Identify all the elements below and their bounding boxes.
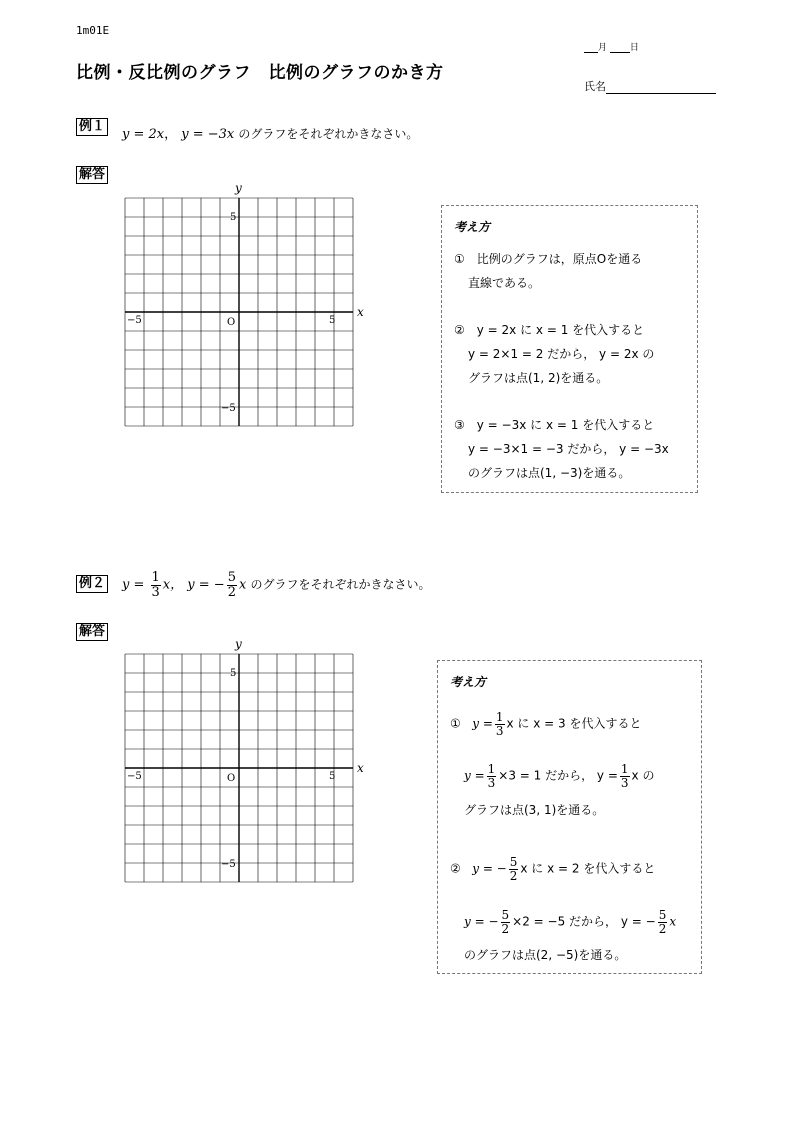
hint-step3-line1: ③ y = −3x に x = 1 を代入すると xyxy=(454,418,655,432)
example1-tag: 例１ xyxy=(76,118,108,136)
x-tick-pos5: 5 xyxy=(329,771,336,782)
example1-grid[interactable] xyxy=(118,180,368,430)
y-tick-neg5: −5 xyxy=(221,403,236,414)
worksheet-code: 1m01E xyxy=(76,24,110,37)
origin-label: O xyxy=(227,317,236,328)
numerator: 1 xyxy=(487,762,496,776)
x-tick-neg5: −5 xyxy=(127,771,142,782)
y-axis-label: y xyxy=(235,181,242,195)
y-tick-pos5: 5 xyxy=(230,668,237,679)
example1-hint-box xyxy=(441,205,698,493)
step-text: ×3 = 1 だから， y = xyxy=(498,768,618,783)
denominator: 2 xyxy=(509,868,518,883)
numerator: 5 xyxy=(501,908,510,922)
hint-step2-line3: のグラフは点(2, −5)を通る。 xyxy=(464,948,627,962)
step-text: x に x = 2 を代入すると xyxy=(520,861,656,876)
hint-step1-line2 xyxy=(450,763,654,789)
example2-instruction: のグラフをそれぞれかきなさい。 xyxy=(250,577,431,592)
math-text: y = xyxy=(472,716,493,731)
hint-step2-line1: ② y = 2x に x = 1 を代入すると xyxy=(454,323,645,337)
denominator: 2 xyxy=(227,584,236,600)
denominator: 3 xyxy=(495,723,504,738)
math-text: y = − xyxy=(464,914,499,929)
step-text: ×2 = −5 だから， y = − xyxy=(512,914,656,929)
step-text: x の xyxy=(631,768,655,783)
name-field[interactable] xyxy=(584,78,716,94)
example2-eq2-prefix: y = − xyxy=(187,577,225,593)
origin-label: O xyxy=(227,773,236,784)
hint-step3-line3: のグラフは点(1, −3)を通る。 xyxy=(468,466,631,480)
hint-step2-line3: グラフは点(1, 2)を通る。 xyxy=(468,371,609,385)
x-axis-label: x xyxy=(357,305,364,319)
example2-hint-box xyxy=(437,660,702,974)
example1-problem: y = 2x， y = −3x のグラフをそれぞれかきなさい。 xyxy=(122,127,419,142)
hint-step1-line2: 直線である。 xyxy=(468,276,541,290)
fraction xyxy=(495,711,505,737)
step-number: ① xyxy=(450,716,461,731)
day-blank[interactable] xyxy=(610,43,630,53)
hint-step1-line3: グラフは点(3, 1)を通る。 xyxy=(464,803,605,817)
math-text: x xyxy=(669,914,677,929)
hint-step1-line1: ① 比例のグラフは，原点Oを通る xyxy=(454,252,643,266)
math-text: y = xyxy=(464,768,485,783)
hint-step1-line1 xyxy=(450,711,641,737)
example2-tag: 例２ xyxy=(76,575,108,593)
denominator: 3 xyxy=(487,775,496,790)
step-text: x に x = 3 を代入すると xyxy=(506,716,642,731)
fraction xyxy=(487,763,497,789)
x-axis-label: x xyxy=(357,761,364,775)
denominator: 2 xyxy=(501,921,510,936)
example2-problem xyxy=(122,571,430,599)
math-text: y = − xyxy=(472,861,507,876)
example2-answer-tag: 解答 xyxy=(76,623,108,641)
month-blank[interactable] xyxy=(584,43,598,53)
numerator: 1 xyxy=(620,762,629,776)
name-label: 氏名 xyxy=(584,80,606,93)
hint-title: 考え方 xyxy=(450,675,487,689)
day-label: 日 xyxy=(629,43,639,53)
numerator: 5 xyxy=(658,908,667,922)
step-number: ② xyxy=(450,861,461,876)
numerator: 1 xyxy=(151,570,160,585)
hint-step2-line2: y = 2×1 = 2 だから， y = 2x の xyxy=(468,347,655,361)
denominator: 2 xyxy=(658,921,667,936)
example2-grid[interactable] xyxy=(118,636,368,886)
hint-step3-line2: y = −3×1 = −3 だから， y = −3x xyxy=(468,442,669,456)
y-tick-pos5: 5 xyxy=(230,212,237,223)
hint-step2-line2 xyxy=(450,909,676,935)
example1-eq1: y = 2x xyxy=(122,127,165,142)
denominator: 3 xyxy=(151,584,160,600)
fraction xyxy=(509,856,519,882)
example2-eq1-prefix: y = xyxy=(122,577,145,593)
numerator: 1 xyxy=(495,710,504,724)
hint-step2-line1 xyxy=(450,856,655,882)
y-tick-neg5: −5 xyxy=(221,859,236,870)
y-axis-label: y xyxy=(235,637,242,651)
x-tick-neg5: −5 xyxy=(127,315,142,326)
example1-instruction: のグラフをそれぞれかきなさい。 xyxy=(238,127,419,141)
fraction xyxy=(620,763,630,789)
example2-eq1-suffix: x， xyxy=(162,577,184,593)
date-field[interactable] xyxy=(584,40,639,53)
numerator: 5 xyxy=(509,855,518,869)
month-label: 月 xyxy=(598,43,608,53)
denominator: 3 xyxy=(620,775,629,790)
example2-eq2-fraction xyxy=(227,571,237,599)
numerator: 5 xyxy=(227,570,236,585)
page-title: 比例・反比例のグラフ 比例のグラフのかき方 xyxy=(76,63,444,83)
example1-answer-tag: 解答 xyxy=(76,166,108,184)
example1-eq2: y = −3x xyxy=(181,127,235,142)
fraction xyxy=(501,909,511,935)
name-blank[interactable] xyxy=(606,81,716,94)
x-tick-pos5: 5 xyxy=(329,315,336,326)
example2-eq2-suffix: x xyxy=(238,577,247,593)
example2-eq1-fraction xyxy=(151,571,161,599)
fraction xyxy=(658,909,668,935)
hint-title: 考え方 xyxy=(454,220,491,234)
